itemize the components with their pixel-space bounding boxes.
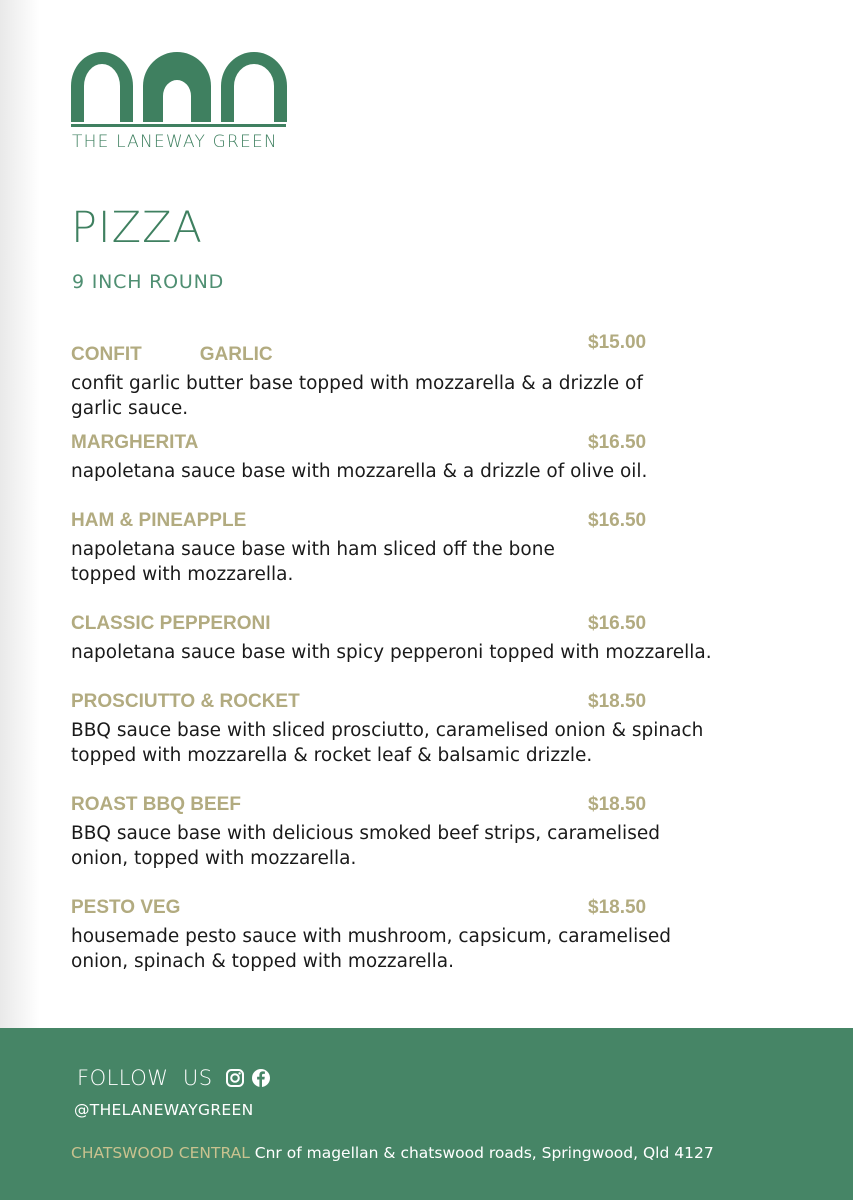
item-price: $18.50 bbox=[588, 897, 647, 918]
page-edge-shadow bbox=[0, 0, 40, 1028]
logo-divider bbox=[71, 124, 286, 127]
item-name: HAM & PINEAPPLE bbox=[71, 510, 247, 531]
logo-wordmark: THE LANEWAY GREEN bbox=[72, 132, 278, 152]
item-price: $16.50 bbox=[588, 432, 647, 453]
footer bbox=[0, 1028, 853, 1200]
brand-logo bbox=[71, 50, 287, 158]
instagram-icon[interactable] bbox=[225, 1068, 245, 1088]
address-line bbox=[71, 1144, 714, 1162]
item-name: PESTO VEG bbox=[71, 897, 181, 918]
item-name: CONFIT GARLIC bbox=[71, 344, 273, 365]
item-price: $18.50 bbox=[588, 794, 647, 815]
section-title: PIZZA bbox=[71, 203, 203, 253]
item-price: $15.00 bbox=[588, 332, 647, 353]
follow-label: FOLLOW US bbox=[77, 1066, 213, 1090]
item-name: PROSCIUTTO & ROCKET bbox=[71, 691, 300, 712]
street-address: Cnr of magellan & chatswood roads, Springwood, Qld 4127 bbox=[254, 1144, 714, 1162]
item-name: ROAST BBQ BEEF bbox=[71, 794, 241, 815]
section-subtitle: 9 INCH ROUND bbox=[72, 271, 225, 293]
item-description: napoletana sauce base with spicy pepperoni topped with mozzarella. bbox=[71, 642, 712, 663]
item-description: napoletana sauce base with ham sliced off the bone topped with mozzarella. bbox=[71, 539, 555, 585]
item-description: napoletana sauce base with mozzarella & a drizzle of olive oil. bbox=[71, 461, 648, 482]
item-description: BBQ sauce base with sliced prosciutto, caramelised onion & spinach topped with mozzarella & rocket leaf & balsamic drizzle. bbox=[71, 720, 704, 766]
facebook-icon[interactable] bbox=[251, 1068, 271, 1088]
location-name: CHATSWOOD CENTRAL bbox=[71, 1144, 250, 1162]
item-description: confit garlic butter base topped with mozzarella & a drizzle of garlic sauce. bbox=[71, 373, 643, 419]
item-description: BBQ sauce base with delicious smoked beef strips, caramelised onion, topped with mozzarella. bbox=[71, 823, 660, 869]
item-price: $16.50 bbox=[588, 510, 647, 531]
social-handle[interactable]: @THELANEWAYGREEN bbox=[74, 1101, 254, 1119]
item-price: $18.50 bbox=[588, 691, 647, 712]
item-price: $16.50 bbox=[588, 613, 647, 634]
item-description: housemade pesto sauce with mushroom, capsicum, caramelised onion, spinach & topped with mozzarella. bbox=[71, 926, 671, 972]
item-name: MARGHERITA bbox=[71, 432, 199, 453]
arches-logo-icon bbox=[71, 50, 287, 122]
item-name: CLASSIC PEPPERONI bbox=[71, 613, 271, 634]
follow-us bbox=[77, 1066, 271, 1090]
